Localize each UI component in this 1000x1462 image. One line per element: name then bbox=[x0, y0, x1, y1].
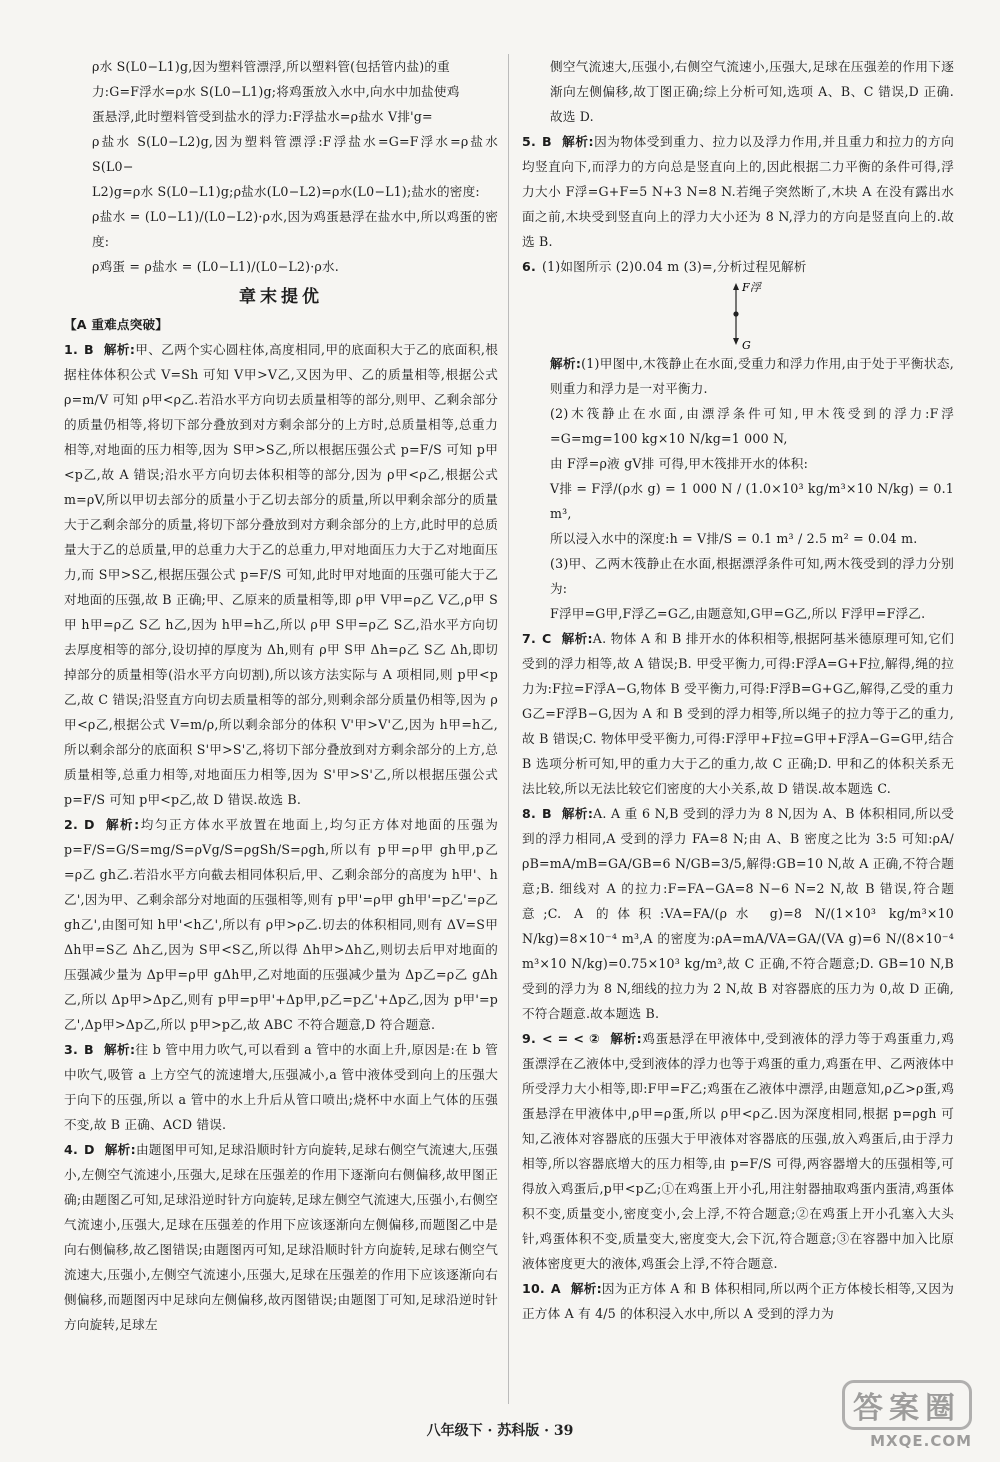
center-point bbox=[733, 311, 738, 316]
item-text: 均匀正方体水平放置在地面上,均匀正方体对地面的压强为 p=F/S=G/S=mg/S=ρVg/S=ρgSh/S=ρgh,所以有 p甲=ρ甲 gh甲,p乙=ρ乙 gh乙.若沿水平方向截去相同体积后,甲、乙剩余部分的高度为 h甲'、h乙',因为甲、乙剩余部分对地面的压强相等,则有 p甲'=ρ甲 gh甲'=p乙'=ρ乙 gh乙',由图可知 h甲'<h乙',所以有 ρ甲>ρ乙.切去的体积相同,则有 ΔV=S甲 Δh甲=S乙 Δh乙,因为 S甲<S乙,所以得 Δh甲>Δh乙,则切去后甲对地面的压强减少量为 Δp甲=ρ甲 gΔh甲,乙对地面的压强减少量为 Δp乙=ρ乙 gΔh乙,所以 Δp甲>Δp乙,则有 p甲=p甲'+Δp甲,p乙=p乙'+Δp乙,因为 p甲'=p乙',Δp甲>Δp乙,所以 p甲>p乙,故 ABC 不符合题意,D 符合题意. bbox=[64, 817, 498, 1032]
analysis-label: 解析: bbox=[550, 356, 582, 371]
item-text: 甲、乙两个实心圆柱体,高度相同,甲的底面积大于乙的底面积,根据柱体体积公式 V=Sh 可知 V甲>V乙,又因为甲、乙的质量相等,根据公式 ρ=m/V 可知 ρ甲<ρ乙.若沿水平方向切去质量相等的部分,则甲、乙剩余部分的质量仍相等,将切下部分叠放到对方剩余部分的上方时,总质量相等,总重力相等,对地面的压力相等,因为 S甲>S乙,所以根据压强公式 p=F/S 可知 p甲<p乙,故 A 错误;沿水平方向切去体积相等的部分,因为 ρ甲<ρ乙,根据公式 m=ρV,所以甲切去部分的质量小于乙切去部分的质量,所以甲剩余部分的质量大于乙剩余部分的质量,将切下部分叠放到对方剩余部分的上方,此时甲的总质量大于乙的总质量,甲的总重力大于乙的总重力,甲对地面压力大于乙对地面压力,而 S甲>S乙,根据压强公式 p=F/S 可知,此时甲对地面的压强可能大于乙对地面的压强,故 B 正确;甲、乙原来的质量相等,即 ρ甲 V甲=ρ乙 V乙,ρ甲 S甲 h甲=ρ乙 S乙 h乙,因为 h甲=h乙,所以 ρ甲 S甲=ρ乙 S乙,沿水平方向切去厚度相等的部分,设切掉的厚度为 Δh,则有 ρ甲 S甲 Δh=ρ乙 S乙 Δh,即切掉部分的质量相等(沿水平方向切割),所以该方法实际与 A 项相同,则 p甲<p乙,故 C 错误;沿竖直方向切去质量相等的部分,则剩余部分质量仍相等,因为 ρ甲<ρ乙,根据公式 V=m/ρ,所以剩余部分的体积 V'甲>V'乙,因为 h甲=h乙,所以剩余部分的底面积 S'甲>S'乙,将切下部分叠放到对方剩余部分的上方,总质量相等,总重力相等,对地面压力相等,因为 S'甲>S'乙,所以根据压强公式 p=F/S 可知 p甲<p乙,故 D 错误.故选 B. bbox=[64, 342, 498, 807]
item-answer: D bbox=[83, 1142, 95, 1157]
item-number: 1. bbox=[64, 342, 78, 357]
analysis-label: 解析: bbox=[561, 806, 594, 821]
item-number: 10. bbox=[522, 1281, 545, 1296]
item-number: 5. bbox=[522, 134, 536, 149]
buoyancy-label: F浮 bbox=[742, 281, 762, 294]
item-answer: B bbox=[541, 134, 552, 149]
item-answer: (1)如图所示 (2)0.04 m (3)=,分析过程见解析 bbox=[541, 259, 807, 274]
item-4-continued: 侧空气流速大,压强小,右侧空气流速小,压强大,足球在压强差的作用下逐渐向左侧偏移,故丁图正确;综上分析可知,选项 A、B、C 错误,D 正确.故选 D. bbox=[550, 59, 954, 124]
answer-item-7 bbox=[522, 626, 954, 801]
force-diagram-svg bbox=[522, 279, 954, 351]
answer-item-10 bbox=[522, 1276, 954, 1326]
item-answer: < = < ② bbox=[541, 1031, 601, 1046]
answer-item-6-head bbox=[522, 254, 954, 279]
watermark bbox=[842, 1380, 972, 1450]
item-answer: A bbox=[550, 1281, 561, 1296]
item-number: 4. bbox=[64, 1142, 78, 1157]
intro-line: 力:G=F浮水=ρ水 S(L0−L1)g;将鸡蛋放入水中,向水中加盐使鸡 bbox=[92, 84, 460, 99]
item-text: 由题图甲可知,足球沿顺时针方向旋转,足球右侧空气流速大,压强小,左侧空气流速小,压强大,足球在压强差的作用下逐渐向右侧偏移,故甲图正确;由题图乙可知,足球沿逆时针方向旋转,足球左侧空气流速大,压强小,右侧空气流速小,压强大,足球在压强差的作用下应该逐渐向左侧偏移,而题图乙中是向右侧偏移,故乙图错误;由题图丙可知,足球沿顺时针方向旋转,足球右侧空气流速大,压强小,左侧空气流速小,压强大,足球在压强差的作用下应该逐渐向右侧偏移,而题图丙中足球向左侧偏移,故丙图错误;由题图丁可知,足球沿逆时针方向旋转,足球左 bbox=[64, 1142, 498, 1332]
gravity-label: G bbox=[742, 339, 751, 351]
item-answer: D bbox=[83, 817, 95, 832]
left-column bbox=[64, 54, 498, 1337]
item-number: 8. bbox=[522, 806, 536, 821]
item-number: 9. bbox=[522, 1031, 536, 1046]
answer-item-2 bbox=[64, 812, 498, 1037]
answer-item-9 bbox=[522, 1026, 954, 1276]
intro-line: ρ鸡蛋 = ρ盐水 = (L0−L1)/(L0−L2)·ρ水. bbox=[92, 259, 340, 274]
item-number: 2. bbox=[64, 817, 78, 832]
item-answer: B bbox=[83, 342, 94, 357]
answer-item-1 bbox=[64, 337, 498, 812]
page-footer: 八年级下 · 苏科版 · 39 bbox=[426, 1423, 574, 1439]
answer-item-3 bbox=[64, 1037, 498, 1137]
column-divider bbox=[508, 54, 509, 1404]
answer-item-8 bbox=[522, 801, 954, 1026]
analysis-label: 解析: bbox=[104, 817, 140, 832]
intro-line: ρ盐水 S(L0−L2)g,因为塑料管漂浮:F浮盐水=G=F浮水=ρ盐水 S(L0− bbox=[92, 134, 498, 174]
item-6-line: (2)木筏静止在水面,由漂浮条件可知,甲木筏受到的浮力:F浮=G=mg=100 kg×10 N/kg=1 000 N, bbox=[550, 406, 954, 446]
item-6-line: 所以浸入水中的深度:h = V排/S = 0.1 m³ / 2.5 m² = 0.04 m. bbox=[550, 531, 918, 546]
item-answer: B bbox=[83, 1042, 94, 1057]
intro-line: L2)g=ρ水 S(L0−L1)g;ρ盐水(L0−L2)=ρ水(L0−L1);盐水的密度: bbox=[92, 184, 480, 199]
analysis-label: 解析: bbox=[103, 1042, 136, 1057]
analysis-label: 解析: bbox=[104, 1142, 136, 1157]
item-text: A. A 重 6 N,B 受到的浮力为 8 N,因为 A、B 体积相同,所以受到的浮力相同,A 受到的浮力 FA=8 N;由 A、B 密度之比为 3:5 可知:ρA/ρB=mA/mB=GA/GB=6 N/GB=3/5,解得:GB=10 N,故 A 正确,不符合题意;B. 细线对 A 的拉力:F=FA−GA=8 N−6 N=2 N,故 B 错误,符合题意;C. A 的体积:VA=FA/(ρ水 g)=8 N/(1×10³ kg/m³×10 N/kg)=8×10⁻⁴ m³,A 的密度为:ρA=mA/VA=GA/(VA g)=6 N/(8×10⁻⁴ m³×10 N/kg)=0.75×10³ kg/m³,故 C 正确,不符合题意;D. GB=10 N,B 受到的浮力为 8 N,细线的拉力为 2 N,故 B 对容器底的压力为 0,故 D 正确,不符合题意.故本题选 B. bbox=[522, 806, 955, 1021]
item-text: 往 b 管中用力吹气,可以看到 a 管中的水面上升,原因是:在 b 管中吹气,吸管 a 上方空气的流速增大,压强减小,a 管中液体受到向上的压强大于向下的压强,所以 a 管中的水上升后从管口喷出;烧杯中水面上气体的压强不变,故 B 正确、ACD 错误. bbox=[64, 1042, 499, 1132]
watermark-logo: 答案圈 bbox=[842, 1380, 972, 1430]
item-number: 6. bbox=[522, 259, 536, 274]
item-answer: C bbox=[541, 631, 552, 646]
item-6-line: (3)甲、乙两木筏静止在水面,根据漂浮条件可知,两木筏受到的浮力分别为: bbox=[550, 556, 954, 596]
item-6-line: 由 F浮=ρ液 gV排 可得,甲木筏排开水的体积: bbox=[550, 456, 809, 471]
analysis-label: 解析: bbox=[103, 342, 136, 357]
item-text: 鸡蛋悬浮在甲液体中,受到液体的浮力等于鸡蛋重力,鸡蛋漂浮在乙液体中,受到液体的浮力也等于鸡蛋的重力,鸡蛋在甲、乙两液体中所受浮力大小相等,即:F甲=F乙;鸡蛋在乙液体中漂浮,由题意知,ρ乙>ρ蛋,鸡蛋悬浮在甲液体中,ρ甲=ρ蛋,所以 ρ甲<ρ乙.因为深度相同,根据 p=ρgh 可知,乙液体对容器底的压强大于甲液体对容器底的压强,放入鸡蛋后,由于浮力相等,所以容器底增大的压力相等,由 p=F/S 可得,两容器增大的压强相等,可得放入鸡蛋后,p甲<p乙;①在鸡蛋上开小孔,用注射器抽取鸡蛋内蛋清,鸡蛋体积不变,质量变小,密度变小,会上浮,不符合题意;②在鸡蛋上开小孔塞入大头针,鸡蛋体积不变,质量变大,密度变大,会下沉,符合题意;③在容器中加入比原液体密度更大的液体,鸡蛋会上浮,不符合题意. bbox=[522, 1031, 954, 1271]
item-text: 因为物体受到重力、拉力以及浮力作用,并且重力和拉力的方向均竖直向下,而浮力的方向总是竖直向上的,因此根据二力平衡的条件可得,浮力大小 F浮=G+F=5 N+3 N=8 N.若绳子突然断了,木块 A 在没有露出水面之前,木块受到竖直向上的浮力大小还为 8 N,浮力的方向是竖直向上的.故选 B. bbox=[522, 134, 954, 249]
watermark-url: MXQE.COM bbox=[870, 1432, 972, 1450]
intro-line: 蛋悬浮,此时塑料管受到盐水的浮力:F浮盐水=ρ盐水 V排'g= bbox=[92, 109, 433, 124]
right-column bbox=[522, 54, 954, 1326]
answer-item-5 bbox=[522, 129, 954, 254]
section-title: 章末提优 bbox=[239, 287, 323, 307]
item-6-line: F浮甲=G甲,F浮乙=G乙,由题意知,G甲=G乙,所以 F浮甲=F浮乙. bbox=[550, 606, 926, 621]
intro-line: ρ水 S(L0−L1)g,因为塑料管漂浮,所以塑料管(包括管内盐)的重 bbox=[92, 59, 450, 74]
gravity-arrow-icon bbox=[733, 338, 739, 345]
item-6-line: V排 = F浮/(ρ水 g) = 1 000 N / (1.0×10³ kg/m³×10 N/kg) = 0.1 m³, bbox=[550, 481, 954, 521]
force-diagram bbox=[522, 279, 954, 351]
buoyancy-arrow-icon bbox=[733, 283, 739, 290]
answer-item-4 bbox=[64, 1137, 498, 1337]
analysis-label: 解析: bbox=[561, 631, 593, 646]
analysis-label: 解析: bbox=[570, 1281, 602, 1296]
item-text: (1)甲图中,木筏静止在水面,受重力和浮力作用,由于处于平衡状态,则重力和浮力是一对平衡力. bbox=[550, 356, 954, 396]
item-number: 3. bbox=[64, 1042, 78, 1057]
intro-line: ρ盐水 = (L0−L1)/(L0−L2)·ρ水,因为鸡蛋悬浮在盐水中,所以鸡蛋的密度: bbox=[92, 209, 498, 249]
subsection-heading: 【A 重难点突破】 bbox=[64, 317, 169, 332]
analysis-label: 解析: bbox=[561, 134, 594, 149]
item-answer: B bbox=[541, 806, 552, 821]
item-text: 因为正方体 A 和 B 体积相同,所以两个正方体棱长相等,又因为正方体 A 有 4/5 的体积浸入水中,所以 A 受到的浮力为 bbox=[522, 1281, 954, 1321]
item-6-line bbox=[522, 351, 954, 401]
item-number: 7. bbox=[522, 631, 536, 646]
item-text: A. 物体 A 和 B 排开水的体积相等,根据阿基米德原理可知,它们受到的浮力相等,故 A 错误;B. 甲受平衡力,可得:F浮A=G+F拉,解得,绳的拉力为:F拉=F浮A−G,物体 B 受平衡力,可得:F浮B=G+G乙,解得,乙受的重力 G乙=F浮B−G,因为 A 和 B 受到的浮力相等,所以绳子的拉力等于乙的重力,故 B 错误;C. 物体甲受平衡力,可得:F浮甲+F拉=G甲+F浮A−G=G甲,结合 B 选项分析可知,甲的重力大于乙的重力,故 C 正确;D. 甲和乙的体积关系无法比较,所以无法比较它们密度的大小关系,故 D 错误.故本题选 C. bbox=[522, 631, 954, 796]
analysis-label: 解析: bbox=[610, 1031, 642, 1046]
